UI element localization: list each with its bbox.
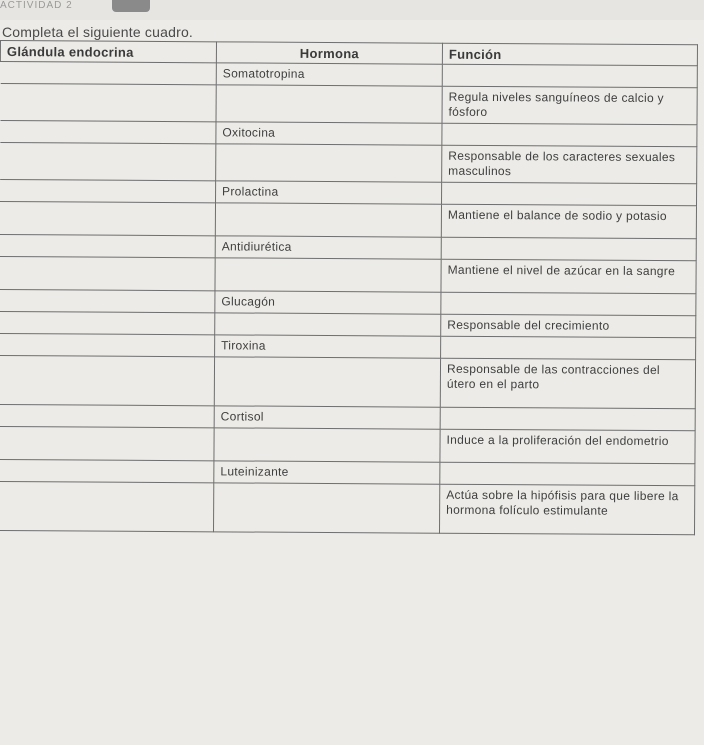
hormone-cell[interactable] [215,203,441,237]
function-cell[interactable] [442,123,697,147]
gland-cell[interactable] [0,121,216,144]
function-cell[interactable] [441,292,696,316]
activity-header: ACTIVIDAD 2 [0,0,73,11]
gland-cell[interactable] [0,256,215,290]
hormone-cell: Tiroxina [215,335,441,358]
gland-cell[interactable] [0,333,215,356]
gland-cell[interactable] [0,289,215,312]
hormone-cell: Somatotropina [216,63,442,86]
gland-cell[interactable] [0,426,214,460]
function-cell[interactable] [440,462,695,486]
gland-cell[interactable] [0,62,216,85]
gland-cell[interactable] [0,202,216,236]
hormone-cell: Glucagón [215,291,441,314]
gland-cell[interactable] [0,84,216,122]
header-gland: Glándula endocrina [0,41,216,63]
endocrine-table [0,40,698,535]
function-cell[interactable] [440,407,695,431]
function-cell: Responsable del crecimiento [441,314,696,338]
hormone-cell: Prolactina [216,181,442,204]
function-cell[interactable] [441,237,696,261]
function-cell: Responsable de las contracciones del útero en el parto [440,358,695,409]
table-row [0,84,697,125]
hormone-cell: Cortisol [214,406,440,429]
function-cell: Responsable de los caracteres sexuales masculinos [442,145,697,184]
gland-cell[interactable] [0,234,215,257]
function-cell: Mantiene el nivel de azúcar en la sangre [441,259,696,294]
instruction-text: Completa el siguiente cuadro. [2,24,194,40]
function-cell[interactable] [441,336,696,360]
hormone-cell[interactable] [214,428,440,462]
function-cell[interactable] [442,182,697,206]
table-row [0,202,697,239]
table-row [0,355,696,408]
gland-cell[interactable] [0,355,215,405]
header-hormone: Hormona [216,42,442,64]
gland-cell[interactable] [0,311,215,334]
function-cell[interactable] [442,64,697,88]
hormone-cell: Antidiurética [215,236,441,259]
gland-cell[interactable] [0,481,214,531]
function-cell: Induce a la proliferación del endometrio [440,429,695,464]
gland-cell[interactable] [0,180,216,203]
table-row [0,481,695,534]
hormone-cell[interactable] [215,313,441,336]
function-cell: Mantiene el balance de sodio y potasio [441,204,696,239]
hormone-cell[interactable] [214,357,440,407]
hormone-cell[interactable] [216,144,442,182]
table-row [0,143,697,184]
table-row [0,426,695,463]
gland-cell[interactable] [0,404,214,427]
function-cell: Actúa sobre la hipófisis para que libere la hormona folículo estimulante [439,484,694,535]
hormone-cell[interactable] [215,258,441,292]
hormone-cell[interactable] [216,85,442,123]
function-cell: Regula niveles sanguíneos de calcio y fósforo [442,86,697,125]
hormone-cell[interactable] [213,483,439,533]
gland-cell[interactable] [0,459,214,482]
gland-cell[interactable] [0,143,216,181]
hormone-cell: Luteinizante [214,461,440,484]
header-function: Función [442,43,697,66]
hormone-cell: Oxitocina [216,122,442,145]
table-row [0,256,696,293]
